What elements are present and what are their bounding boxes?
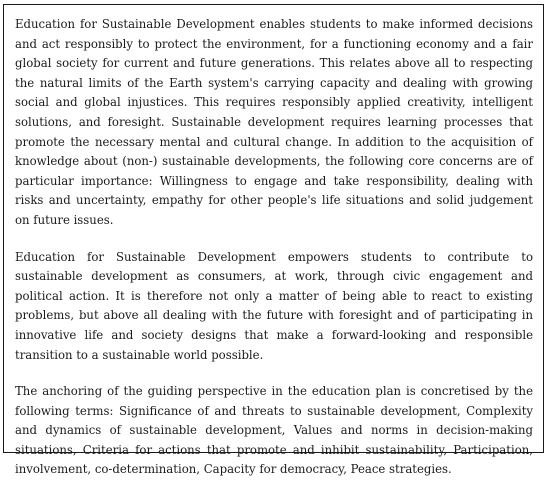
paragraph-definition: Education for Sustainable Development enables students to make informed decisions and act responsibly to protect the environment, for a functioning economy and a fair global society for current and future generations. This relates above all to respecting the natural limits of the Earth system's carrying capacity and dealing with growing social and global injustices. This requires responsibly applied creativity, intelligent solutions, and foresight. Sustainable development requires learning processes that promote the necessary mental and cultural change. In addition to the acquisition of knowledge about (non-) sustainable developments, the following core concerns are of particular importance: Willingness to engage and take responsibility, dealing with risks and uncertainty, empathy for other people's life situations and solid judgement on future issues. — [15, 17, 533, 227]
paragraph-empowerment: Education for Sustainable Development empowers students to contribute to sustainable development as consumers, at work, through civic engagement and political action. It is therefore not only a matter of being able to react to existing problems, but above all dealing with the future with foresight and of participating in innovative life and society designs that make a forward-looking and responsible transition to a sustainable world possible. — [15, 249, 533, 362]
paragraph-anchoring: The anchoring of the guiding perspective in the education plan is concretised by the following terms: Significance of and threats to sustainable development, Complexity and dynamics of sustainable development, Values and norms in decision-making situations, Criteria for actions that promote and inhibit sustainability, Participation, involvement, co-determination, Capacity for democracy, Peace strategies. — [15, 384, 533, 477]
text-box — [3, 4, 544, 477]
